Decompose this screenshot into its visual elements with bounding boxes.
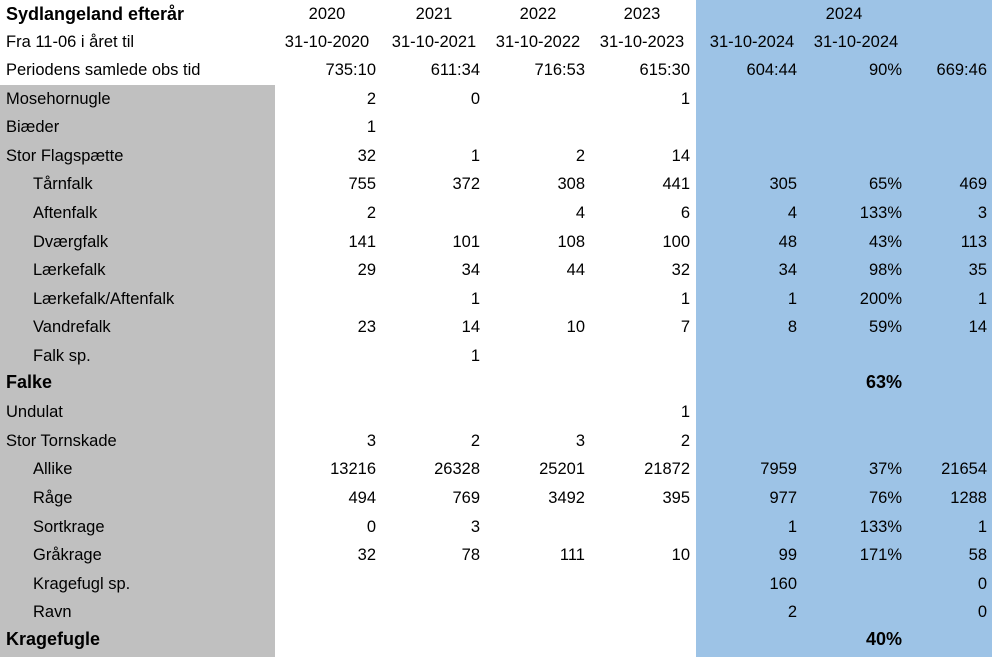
table-cell: 441 — [662, 175, 690, 193]
period-label: Fra 11-06 i året til — [6, 33, 135, 51]
obs-value: 90% — [868, 61, 902, 79]
table-cell: 200% — [859, 290, 902, 308]
table-cell: 48 — [778, 233, 797, 251]
obs-value: 615:30 — [639, 61, 690, 79]
table-row — [0, 484, 992, 512]
table-cell: 2 — [366, 204, 376, 222]
table-cell: 6 — [680, 204, 690, 222]
table-row — [0, 313, 992, 341]
table-cell: 0 — [470, 90, 480, 108]
table-cell: 3 — [470, 518, 480, 536]
species-label: Kragefugle — [6, 629, 101, 649]
table-cell: 40% — [865, 629, 902, 649]
table-cell: 133% — [859, 518, 902, 536]
year-2022: 2022 — [519, 5, 557, 23]
year-2024: 2024 — [825, 5, 863, 23]
table-cell: 1288 — [950, 489, 987, 507]
table-cell: 65% — [868, 175, 902, 193]
table-cell: 2 — [787, 603, 797, 621]
table-cell: 78 — [461, 546, 480, 564]
period-date-2022: 31-10-2022 — [495, 33, 581, 51]
table-cell: 100 — [662, 233, 690, 251]
table-cell: 14 — [461, 318, 480, 336]
table-cell: 1 — [680, 403, 690, 421]
table-cell: 23 — [357, 318, 376, 336]
table-cell: 21872 — [644, 460, 690, 478]
species-label: Råge — [33, 489, 73, 507]
table-cell: 59% — [868, 318, 902, 336]
table-cell: 14 — [671, 147, 690, 165]
table-cell: 7959 — [760, 460, 797, 478]
species-label: Mosehornugle — [6, 90, 111, 108]
species-label: Aftenfalk — [33, 204, 98, 222]
table-cell: 14 — [968, 318, 987, 336]
table-cell: 769 — [452, 489, 480, 507]
table-cell: 43% — [868, 233, 902, 251]
table-cell: 755 — [348, 175, 376, 193]
table-cell: 113 — [960, 233, 987, 251]
table-row — [0, 598, 992, 626]
table-cell: 0 — [977, 575, 987, 593]
species-label: Stor Tornskade — [6, 432, 117, 450]
table-cell: 21654 — [941, 460, 987, 478]
species-label: Undulat — [6, 403, 63, 421]
species-label: Vandrefalk — [33, 318, 111, 336]
table-row — [0, 142, 992, 170]
table-cell: 308 — [557, 175, 585, 193]
table-cell: 2 — [575, 147, 585, 165]
period-date-2023: 31-10-2023 — [599, 33, 685, 51]
species-label: Dværgfalk — [33, 233, 109, 251]
table-row — [0, 170, 992, 198]
table-row — [0, 256, 992, 284]
table-cell: 171% — [859, 546, 902, 564]
table-row — [0, 398, 992, 426]
table-cell: 32 — [671, 261, 690, 279]
table-cell: 977 — [769, 489, 797, 507]
table-row — [0, 85, 992, 113]
species-label: Kragefugl sp. — [33, 575, 131, 593]
table-cell: 1 — [470, 290, 480, 308]
table-cell: 10 — [671, 546, 690, 564]
table-cell: 8 — [787, 318, 797, 336]
table-cell: 2 — [680, 432, 690, 450]
table-cell: 494 — [348, 489, 376, 507]
table-row — [0, 541, 992, 569]
period-date-2021: 31-10-2021 — [391, 33, 477, 51]
table-row — [0, 342, 992, 370]
table-row — [0, 455, 992, 483]
year-2021: 2021 — [415, 5, 453, 23]
table-cell: 29 — [357, 261, 376, 279]
sheet-title: Sydlangeland efterår — [6, 4, 185, 24]
table-cell: 99 — [778, 546, 797, 564]
table-cell: 3492 — [548, 489, 585, 507]
table-cell: 305 — [769, 175, 797, 193]
table-cell: 1 — [787, 290, 797, 308]
table-cell: 25201 — [539, 460, 585, 478]
species-label: Falk sp. — [33, 347, 91, 365]
table-cell: 4 — [575, 204, 585, 222]
table-cell: 44 — [566, 261, 585, 279]
table-cell: 58 — [968, 546, 987, 564]
species-label: Allike — [33, 460, 73, 478]
table-cell: 1 — [680, 90, 690, 108]
table-cell: 7 — [680, 318, 690, 336]
table-cell: 0 — [977, 603, 987, 621]
table-row — [0, 427, 992, 455]
table-cell: 141 — [348, 233, 376, 251]
table-cell: 32 — [357, 147, 376, 165]
year-2023: 2023 — [623, 5, 661, 23]
table-cell: 1 — [977, 518, 987, 536]
species-label: Biæder — [6, 118, 60, 136]
table-cell: 76% — [868, 489, 902, 507]
species-label: Ravn — [33, 603, 72, 621]
year-2020: 2020 — [308, 5, 346, 23]
table-cell: 37% — [868, 460, 902, 478]
table-row — [0, 228, 992, 256]
table-cell: 108 — [557, 233, 585, 251]
table-cell: 101 — [452, 233, 480, 251]
species-label: Lærkefalk — [33, 261, 106, 279]
table-cell: 395 — [662, 489, 690, 507]
header-obs-row — [0, 56, 992, 84]
table-cell: 1 — [977, 290, 987, 308]
period-date-2024-b: 31-10-2024 — [813, 33, 899, 51]
table-row — [0, 513, 992, 541]
table-cell: 34 — [778, 261, 797, 279]
table-cell: 1 — [366, 118, 376, 136]
table-cell: 372 — [452, 175, 480, 193]
table-cell: 4 — [787, 204, 797, 222]
table-cell: 34 — [461, 261, 480, 279]
table-cell: 111 — [559, 546, 585, 564]
table-cell: 26328 — [434, 460, 480, 478]
species-label: Tårnfalk — [33, 175, 93, 193]
obs-value: 735:10 — [325, 61, 376, 79]
obs-value: 669:46 — [936, 61, 987, 79]
species-label: Falke — [6, 372, 53, 392]
species-label: Lærkefalk/Aftenfalk — [33, 290, 175, 308]
obs-value: 604:44 — [746, 61, 797, 79]
header-period-row — [0, 28, 992, 56]
table-cell: 10 — [566, 318, 585, 336]
table-cell: 35 — [968, 261, 987, 279]
table-row — [0, 113, 992, 141]
table-cell: 63% — [865, 372, 902, 392]
header-year-row — [0, 0, 992, 28]
obs-label: Periodens samlede obs tid — [6, 61, 201, 79]
table-cell: 160 — [769, 575, 797, 593]
table-row — [0, 570, 992, 598]
table-row — [0, 199, 992, 227]
table-cell: 32 — [357, 546, 376, 564]
table-cell: 98% — [868, 261, 902, 279]
obs-value: 716:53 — [534, 61, 585, 79]
table-cell: 1 — [470, 347, 480, 365]
table-cell: 1 — [787, 518, 797, 536]
obs-value: 611:34 — [430, 61, 480, 79]
table-cell: 1 — [680, 290, 690, 308]
period-date-2020: 31-10-2020 — [284, 33, 370, 51]
table-row — [0, 285, 992, 313]
species-label: Stor Flagspætte — [6, 147, 124, 165]
period-date-2024-a: 31-10-2024 — [709, 33, 795, 51]
species-label: Gråkrage — [33, 546, 102, 564]
table-cell: 469 — [959, 175, 987, 193]
species-label: Sortkrage — [33, 518, 105, 536]
table-cell: 3 — [575, 432, 585, 450]
group-total-row — [0, 368, 992, 396]
table-cell: 2 — [470, 432, 480, 450]
table-cell: 133% — [859, 204, 902, 222]
table-cell: 13216 — [330, 460, 376, 478]
table-cell: 3 — [977, 204, 987, 222]
table-cell: 1 — [470, 147, 480, 165]
table-cell: 0 — [366, 518, 376, 536]
table-cell: 3 — [366, 432, 376, 450]
group-total-row — [0, 625, 992, 653]
table-cell: 2 — [366, 90, 376, 108]
